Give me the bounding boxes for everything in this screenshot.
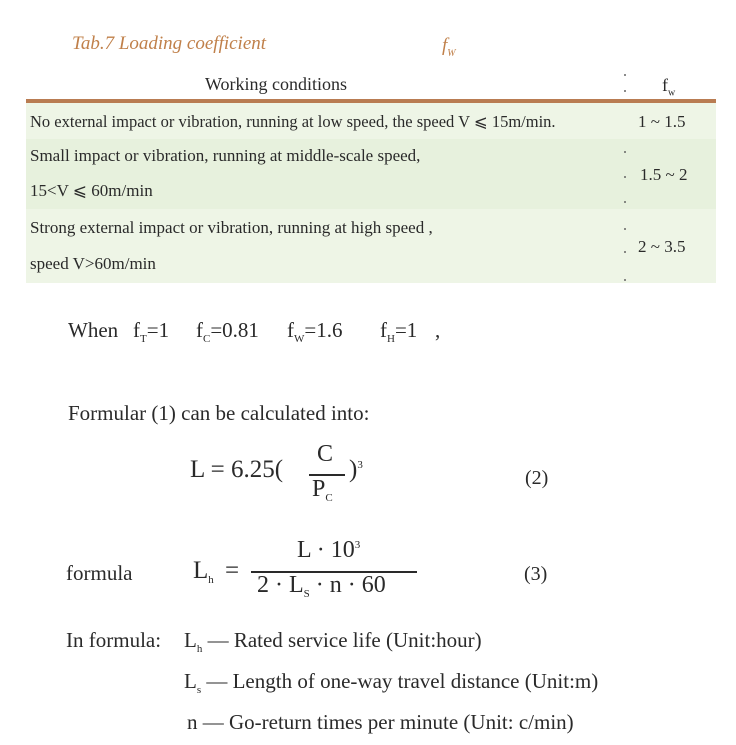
eq3-numerator: $L \cdot 10^3$ bbox=[297, 537, 361, 563]
eq2-lhs: L = 6.25( bbox=[190, 456, 284, 483]
divider-dot bbox=[624, 151, 626, 153]
formular-intro: Formular (1) can be calculated into: bbox=[68, 401, 370, 425]
row-condition: Small impact or vibration, running at middle-scale speed, bbox=[30, 146, 421, 165]
row-fw-value: 1 ~ 1.5 bbox=[638, 112, 686, 131]
divider-dot bbox=[624, 279, 626, 281]
divider-dot bbox=[624, 90, 626, 92]
eq3-denominator: $2 \cdot L_S \cdot n \cdot 60$ bbox=[257, 572, 386, 600]
when-prefix: When bbox=[68, 318, 119, 342]
eq2-numerator: C bbox=[317, 441, 334, 467]
row-fw-value: 2 ~ 3.5 bbox=[638, 237, 686, 256]
definition-ls: $L_s$ — Length of one-way travel distance (Unit:m) bbox=[184, 669, 599, 696]
definition-n: n — Go-return times per minute (Unit: c/min) bbox=[187, 710, 574, 734]
row-condition: Strong external impact or vibration, running at high speed , bbox=[30, 218, 433, 237]
eq2-denominator: $P_C$ bbox=[312, 476, 333, 504]
coef-ft: $f_T=1$ bbox=[133, 318, 170, 345]
header-working-conditions: Working conditions bbox=[205, 74, 348, 94]
eq3-lhs: $L_h$ bbox=[193, 557, 214, 586]
eq2-number: (2) bbox=[525, 467, 549, 489]
definitions-intro: In formula: bbox=[66, 628, 162, 652]
definition-lh: $L_h$ — Rated service life (Unit:hour) bbox=[184, 628, 482, 655]
row-condition: No external impact or vibration, running at low speed, the speed V ⩽ 15m/min. bbox=[30, 112, 556, 131]
divider-dot bbox=[624, 176, 626, 178]
row-fw-value: 1.5 ~ 2 bbox=[640, 165, 688, 184]
row-condition-line2: speed V>60m/min bbox=[30, 254, 156, 273]
coef-fh: $f_H=1$ bbox=[380, 318, 418, 345]
divider-dot bbox=[624, 74, 626, 76]
divider-dot bbox=[624, 251, 626, 253]
eq2-close: )$^3$ bbox=[349, 456, 363, 483]
table-title: Tab.7 Loading coefficient bbox=[72, 33, 267, 54]
row-condition-line2: 15<V ⩽ 60m/min bbox=[30, 181, 153, 200]
table-title-symbol: $f_W$ bbox=[442, 35, 456, 59]
coef-fc: $f_C=0.81$ bbox=[196, 318, 259, 345]
divider-dot bbox=[624, 228, 626, 230]
coef-fw: $f_W=1.6$ bbox=[287, 318, 343, 345]
eq3-equals: = bbox=[225, 557, 240, 584]
eq3-number: (3) bbox=[524, 563, 548, 585]
divider-dot bbox=[624, 201, 626, 203]
header-fw: $f_w$ bbox=[662, 75, 676, 99]
when-suffix: , bbox=[435, 318, 441, 342]
eq3-label: formula bbox=[66, 561, 133, 585]
